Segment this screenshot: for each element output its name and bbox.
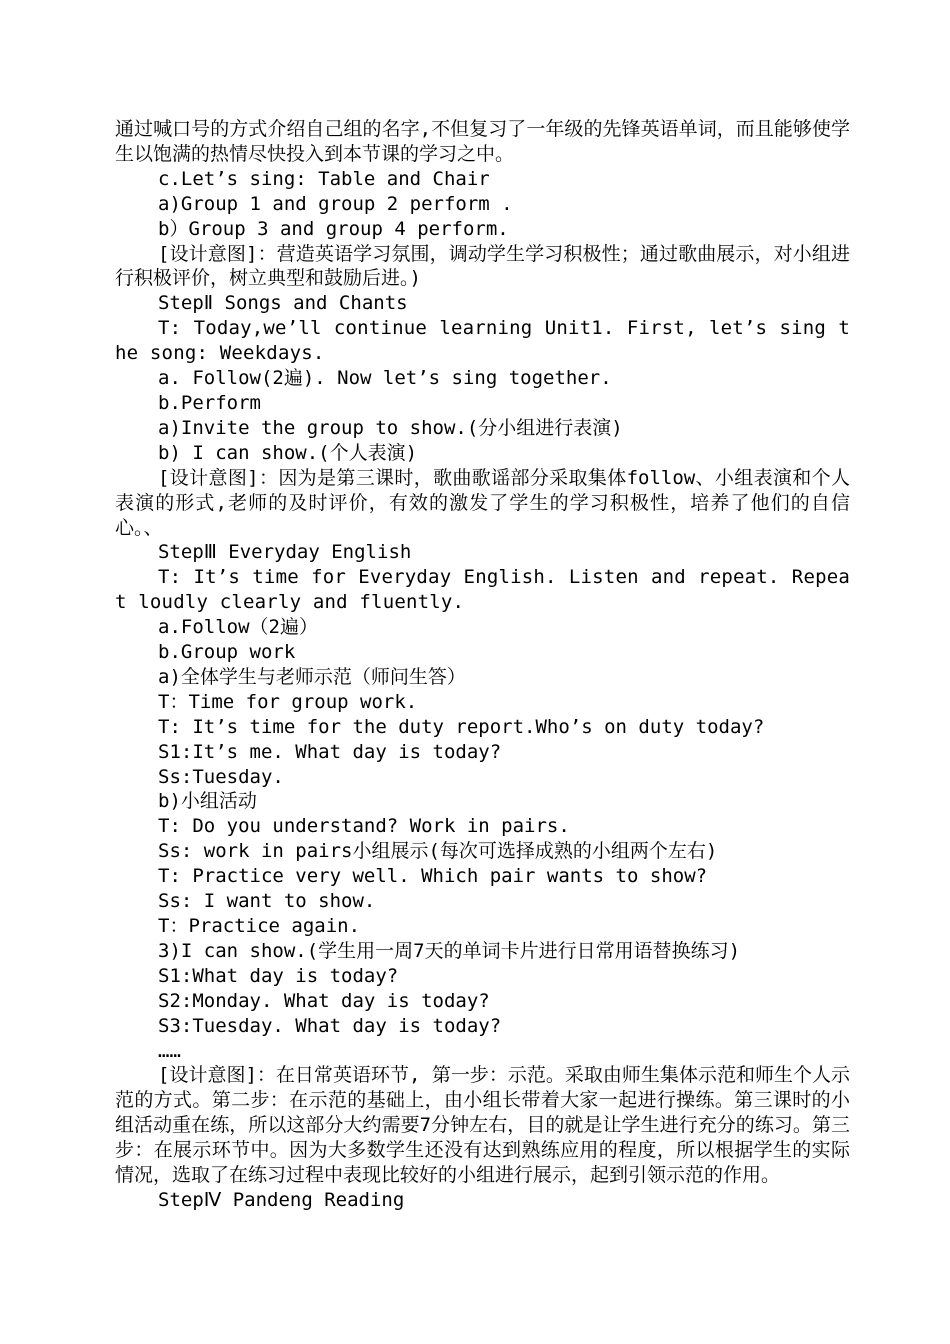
line-work-in-pairs: T: Do you understand? Work in pairs. — [158, 815, 570, 838]
line-ss-pairs-show: Ss: work in pairs小组展示(每次可选择成熟的小组两个左右) — [158, 840, 718, 863]
paragraph-everyday-english: T: It’s time for Everyday English. Listen and repeat. Repeat loudly clearly and fluently. — [115, 566, 850, 614]
line-follow-sing: a. Follow(2遍). Now let’s sing together. — [158, 367, 612, 390]
line-duty-report: T: It’s time for the duty report.Who’s on duty today? — [158, 715, 765, 738]
paragraph-intro-continuation: 通过喊口号的方式介绍自己组的名字,不但复习了一年级的先锋英语单词，而且能够使学生以饱满的热情尽快投入到本节课的学习之中。 — [115, 118, 850, 165]
line-group-3-4-perform: b）Group 3 and group 4 perform. — [158, 217, 509, 240]
line-teacher-demo: a)全体学生与老师示范（师问生答） — [158, 665, 466, 688]
line-group-1-2-perform: a)Group 1 and group 2 perform . — [158, 192, 513, 215]
line-ellipsis: …… — [158, 1039, 181, 1062]
line-word-cards: 3)I can show.(学生用一周7天的单词卡片进行日常用语替换练习) — [158, 939, 741, 962]
line-lets-sing: c.Let’s sing: Table and Chair — [158, 167, 490, 190]
line-group-activity: b)小组活动 — [158, 790, 257, 813]
paragraph-design-intent-1: [设计意图]：营造英语学习氛围，调动学生学习积极性；通过歌曲展示，对小组进行积极评价，树立典型和鼓励后进。) — [115, 242, 850, 290]
paragraph-design-intent-2: [设计意图]：因为是第三课时，歌曲歌谣部分采取集体follow、小组表演和个人表演的形式,老师的及时评价，有效的激发了学生的学习积极性，培养了他们的自信心。、 — [115, 466, 850, 539]
line-s2-monday: S2:Monday. What day is today? — [158, 989, 490, 1012]
line-perform: b.Perform — [158, 391, 261, 414]
heading-step-4: StepⅣ Pandeng Reading — [158, 1188, 405, 1211]
line-group-work: b.Group work — [158, 641, 296, 664]
line-i-can-show: b) I can show.(个人表演) — [158, 441, 418, 464]
line-s1-its-me: S1:It’s me. What day is today? — [158, 740, 502, 763]
line-which-pair: T: Practice very well. Which pair wants to show? — [158, 865, 708, 888]
line-ss-tuesday: Ss:Tuesday. — [158, 765, 284, 788]
line-practice-again: T：Practice again. — [158, 915, 361, 937]
line-invite-group: a)Invite the group to show.(分小组进行表演) — [158, 416, 623, 439]
line-s3-tuesday: S3:Tuesday. What day is today? — [158, 1014, 502, 1037]
paragraph-design-intent-3: [设计意图]：在日常英语环节, 第一步：示范。采取由师生集体示范和师生个人示范的方式。第二步：在示范的基础上，由小组长带着大家一起进行操练。第三课时的小组活动重在练，所以这部分大约需要7分钟左右，目的就是让学生进行充分的练习。第三步：在展示环节中。因为大多数学生还没有达到熟练应用的程度，所以根据学生的实际情况，选取了在练习过程中表现比较好的小组进行展示，起到引领示范的作用。 — [115, 1064, 850, 1187]
line-follow-twice: a.Follow（2遍） — [158, 616, 318, 639]
line-ss-want-show: Ss: I want to show. — [158, 890, 376, 913]
line-s1-what-day: S1:What day is today? — [158, 964, 399, 987]
paragraph-teacher-intro-unit1: T: Today,we’ll continue learning Unit1. First, let’s sing the song: Weekdays. — [115, 317, 850, 365]
heading-step-2: StepⅡ Songs and Chants — [158, 292, 408, 315]
heading-step-3: StepⅢ Everyday English — [158, 541, 412, 564]
line-time-for-group-work: T：Time for group work. — [158, 690, 418, 713]
